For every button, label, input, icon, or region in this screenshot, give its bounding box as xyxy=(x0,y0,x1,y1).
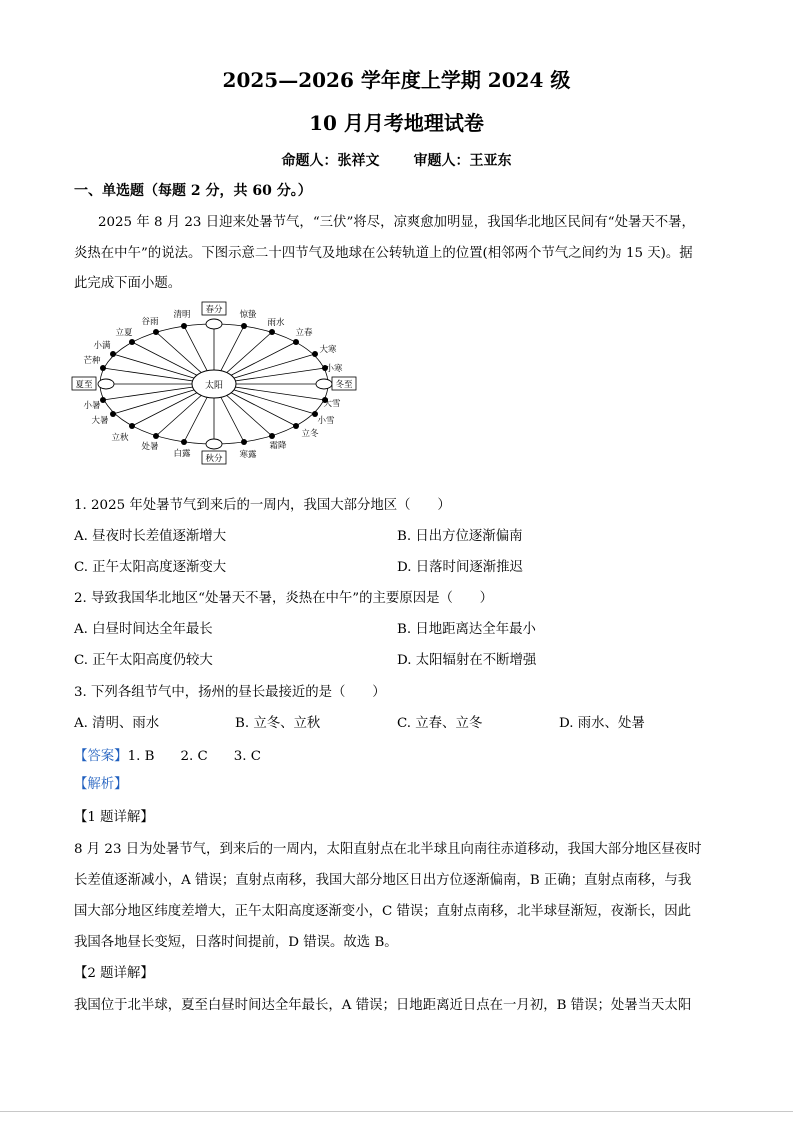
sun-label: 太阳 xyxy=(204,381,224,391)
earth-summer-solstice xyxy=(98,379,114,389)
label-spring-equinox: 春分 xyxy=(205,305,223,315)
intro-line-2: 炎热在中午”的说法。下图示意二十四节气及地球在公转轨道上的位置(相邻两个节气之间约为 15 天)。据 xyxy=(74,246,693,261)
answer-1: 1. B xyxy=(127,749,155,764)
label-xiaoshu: 小暑 xyxy=(83,401,101,411)
label-xiaoxue: 小雪 xyxy=(317,416,335,426)
label-lixia: 立夏 xyxy=(115,328,133,338)
question-2-option-c: C. 正午太阳高度仍较大 xyxy=(74,653,213,668)
question-3-option-d: D. 雨水、处暑 xyxy=(559,716,645,731)
earth-autumn-equinox xyxy=(206,439,222,449)
label-autumn-equinox: 秋分 xyxy=(205,454,223,464)
earth-winter-solstice xyxy=(316,379,332,389)
label-lichun: 立春 xyxy=(295,328,313,338)
question-1-option-b: B. 日出方位逐渐偏南 xyxy=(397,529,523,544)
question-3-option-b: B. 立冬、立秋 xyxy=(235,716,321,731)
detail-1-line-1: 8 月 23 日为处暑节气，到来后的一周内，太阳直射点在北半球且向南往赤道移动，我国大部分地区昼夜时 xyxy=(74,842,702,857)
intro-line-1: 2025 年 8 月 23 日迎来处暑节气，“三伏”将尽，凉爽愈加明显，我国华北地区民间有“处暑天不暑， xyxy=(98,215,695,230)
label-guyu: 谷雨 xyxy=(141,317,159,327)
label-daxue: 大雪 xyxy=(323,399,341,409)
page-bottom-divider xyxy=(0,1111,793,1112)
question-2-option-d: D. 太阳辐射在不断增强 xyxy=(397,653,537,668)
label-hanlu: 寒露 xyxy=(239,450,257,460)
label-dahan: 大寒 xyxy=(319,345,337,355)
title-line-2: 10 月月考地理试卷 xyxy=(309,111,484,135)
detail-2-line-1: 我国位于北半球，夏至白昼时间达全年最长，A 错误；日地距离近日点在一月初，B 错误；处暑当天太阳 xyxy=(74,998,692,1013)
answer-label: 【答案】 xyxy=(74,749,128,764)
title-line-1: 2025—2026 学年度上学期 2024 级 xyxy=(222,68,571,92)
section-title: 一、单选题（每题 2 分，共 60 分。） xyxy=(74,183,312,199)
question-1-stem: 1. 2025 年处暑节气到来后的一周内，我国大部分地区（ ） xyxy=(74,498,451,513)
label-summer-solstice: 夏至 xyxy=(75,380,93,390)
label-liqiu: 立秋 xyxy=(111,433,129,443)
question-3-option-c: C. 立春、立冬 xyxy=(397,716,483,731)
intro-line-3: 此完成下面小题。 xyxy=(74,276,182,291)
label-lidong: 立冬 xyxy=(301,429,319,439)
answer-2: 2. C xyxy=(180,749,208,764)
label-xiaoman: 小满 xyxy=(93,341,111,351)
question-2-stem: 2. 导致我国华北地区“处暑天不暑，炎热在中午”的主要原因是（ ） xyxy=(74,591,494,606)
author: 命题人：张祥文 xyxy=(281,153,380,169)
question-3-option-a: A. 清明、雨水 xyxy=(74,716,160,731)
authors-line xyxy=(0,150,793,170)
detail-1-label: 【1 题详解】 xyxy=(74,810,154,825)
label-xiaohan: 小寒 xyxy=(325,364,343,374)
label-shuangjiang: 霜降 xyxy=(269,441,287,451)
solar-terms-diagram xyxy=(66,296,366,468)
label-mangzhong: 芒种 xyxy=(83,356,101,366)
question-1-option-a: A. 昼夜时长差值逐渐增大 xyxy=(74,529,227,544)
label-qingming: 清明 xyxy=(173,310,191,320)
detail-1-line-3: 国大部分地区纬度差增大，正午太阳高度逐渐变小，C 错误；直射点南移，北半球昼渐短，夜渐长，因此 xyxy=(74,904,692,919)
question-2-option-b: B. 日地距离达全年最小 xyxy=(397,622,536,637)
label-dashu: 大暑 xyxy=(91,416,109,426)
earth-spring-equinox xyxy=(206,319,222,329)
detail-2-label: 【2 题详解】 xyxy=(74,966,154,981)
analysis-label: 【解析】 xyxy=(74,777,128,792)
label-chushu: 处暑 xyxy=(141,442,159,452)
question-3-stem: 3. 下列各组节气中，扬州的昼长最接近的是（ ） xyxy=(74,685,386,700)
question-2-option-a: A. 白昼时间达全年最长 xyxy=(74,622,213,637)
detail-1-line-4: 我国各地昼长变短，日落时间提前，D 错误。故选 B。 xyxy=(74,935,398,950)
detail-1-line-2: 长差值逐渐减小，A 错误；直射点南移，我国大部分地区日出方位逐渐偏南，B 正确；直射点南移，与我 xyxy=(74,873,692,888)
question-1-option-c: C. 正午太阳高度逐渐变大 xyxy=(74,560,227,575)
label-winter-solstice: 冬至 xyxy=(335,380,353,390)
label-yushui: 雨水 xyxy=(267,318,285,328)
label-jingzhe: 惊蛰 xyxy=(239,310,257,320)
label-bailu: 白露 xyxy=(173,449,191,459)
question-1-option-d: D. 日落时间逐渐推迟 xyxy=(397,560,523,575)
reviewer: 审题人：王亚东 xyxy=(413,153,512,169)
answer-line xyxy=(74,745,287,764)
answer-3: 3. C xyxy=(233,749,261,764)
